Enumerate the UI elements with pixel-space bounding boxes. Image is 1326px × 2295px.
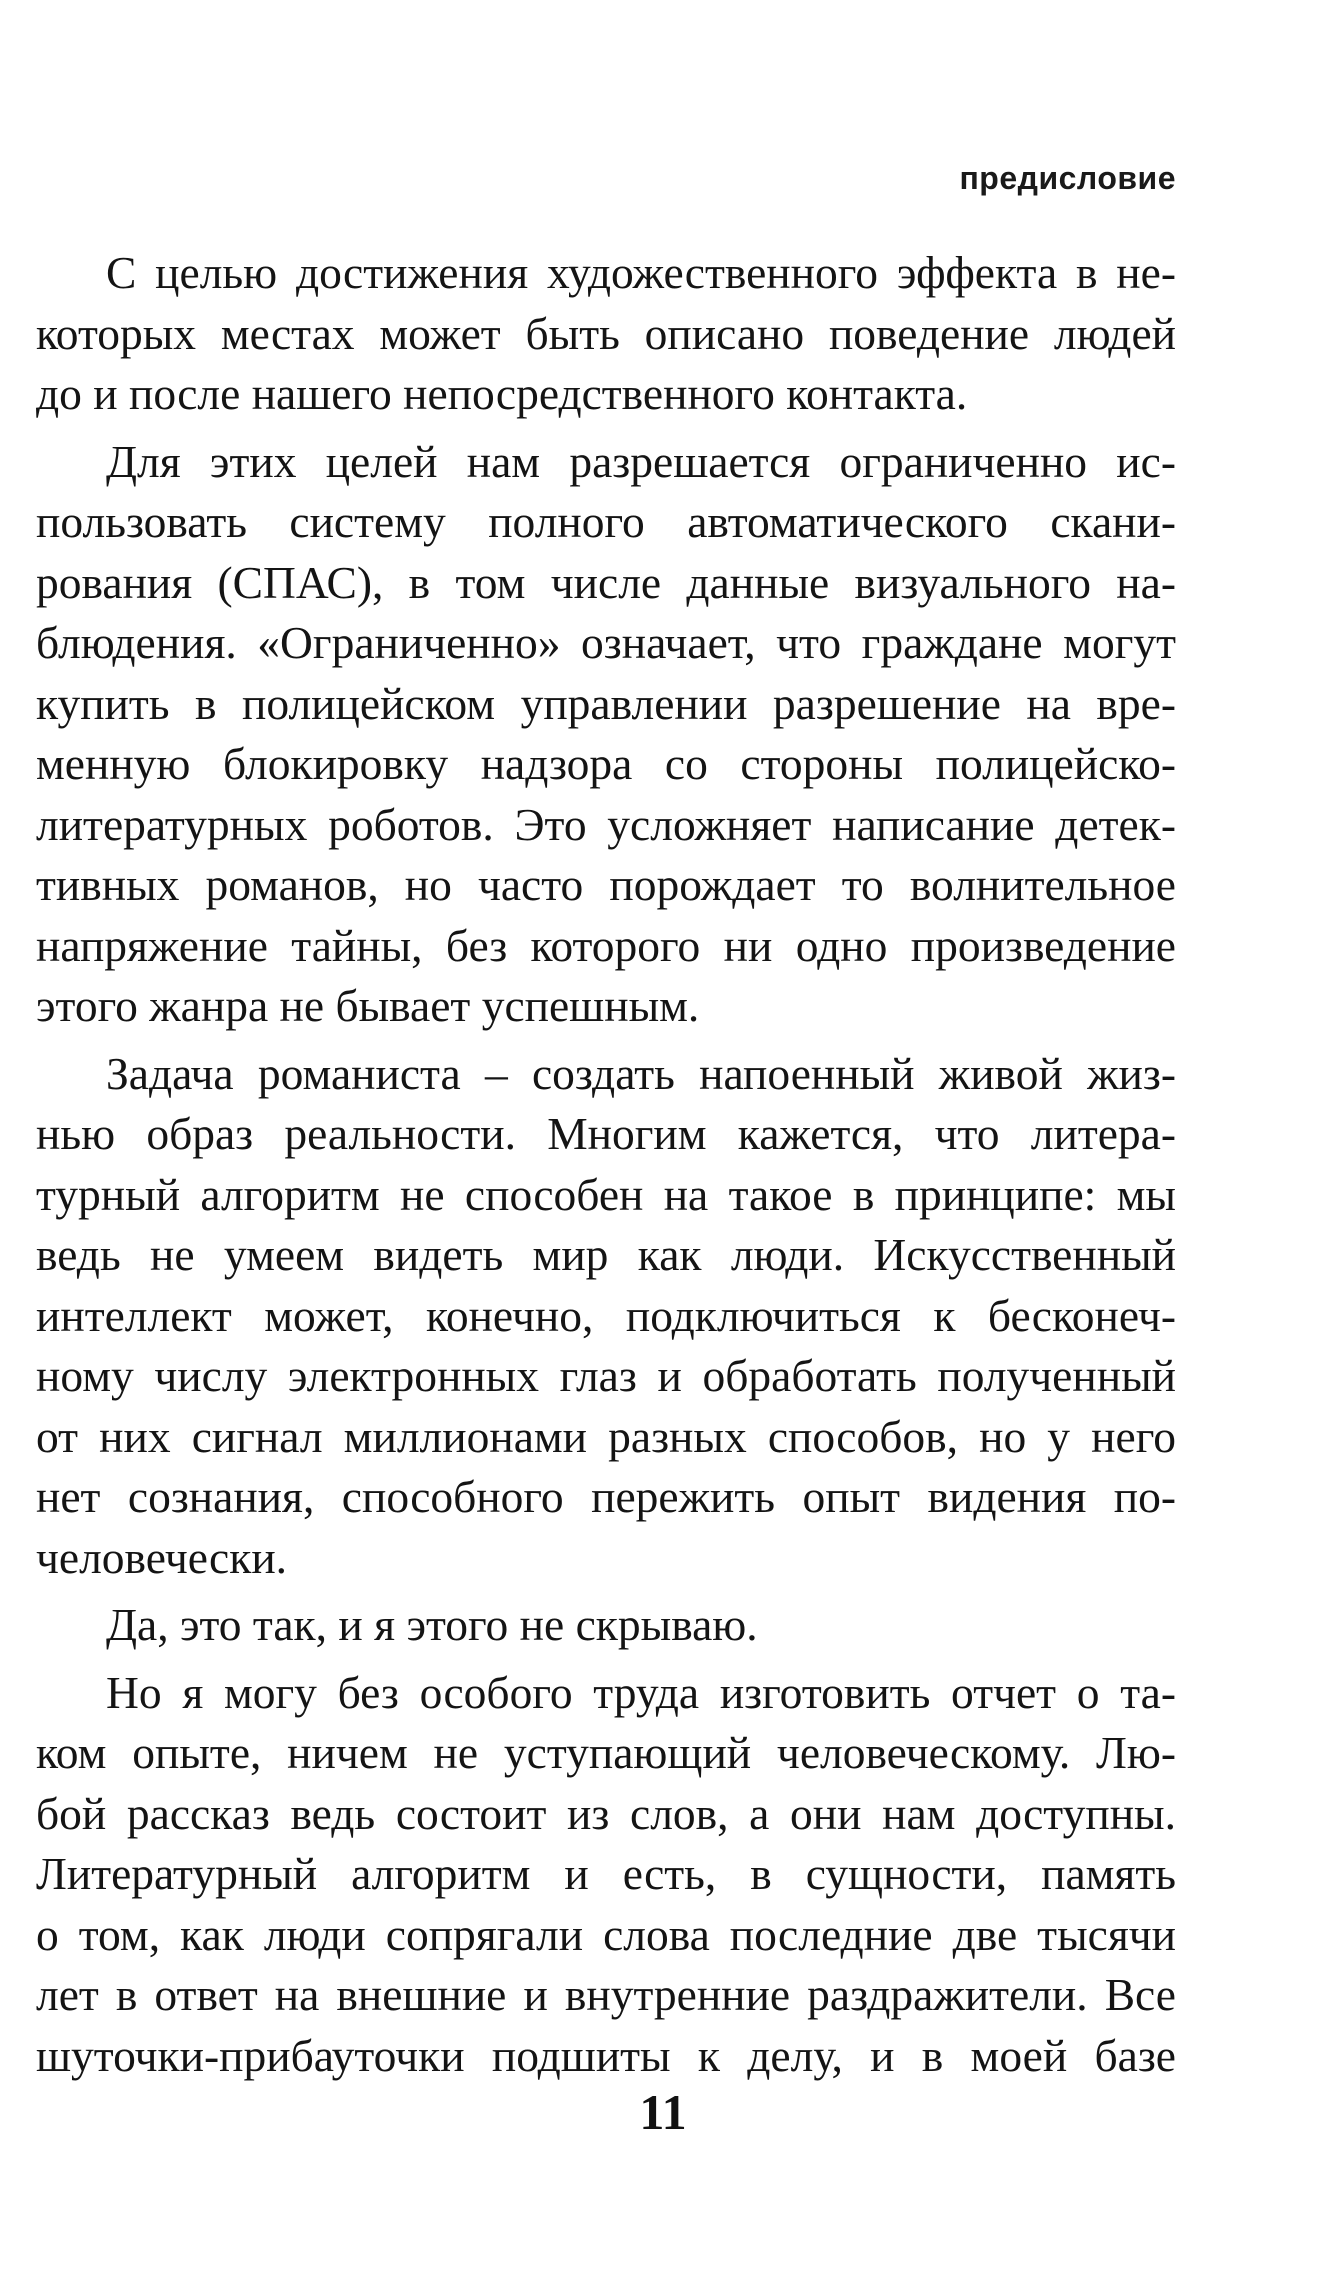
paragraph [36,1663,1176,2087]
text-line: до и после нашего непосредственного контакта. [36,368,968,419]
text-line: шуточки-прибауточки подшиты к делу, и в моей базе [36,2029,1176,2081]
text-line: турный алгоритм не способен на такое в принципе: мы [36,1168,1176,1220]
text-line: от них сигнал миллионами разных способов, но у него [36,1410,1176,1462]
text-line: которых местах может быть описано поведение людей [36,307,1176,359]
paragraph [36,1595,1176,1656]
running-head: предисловие [959,160,1176,196]
text-line: тивных романов, но часто порождает то волнительное [36,859,1176,910]
text-line: Да, это так, и я этого не скрываю. [106,1599,758,1650]
text-line: лет в ответ на внешние и внутренние раздражители. Все [36,1969,1176,2020]
text-line: нью образ реальности. Многим кажется, что литера- [36,1108,1176,1159]
text-line: о том, как люди сопрягали слова последние две тысячи [36,1908,1176,1960]
text-line: ному числу электронных глаз и обработать полученный [36,1350,1176,1401]
text-line: ком опыте, ничем не уступающий человеческому. Лю- [36,1727,1176,1778]
paragraph [36,1044,1176,1589]
text-line: рования (СПАС), в том числе данные визуального на- [36,556,1176,608]
text-line: пользовать систему полного автоматического скани- [36,496,1176,547]
text-line: Но я могу без особого труда изготовить отчет о та- [106,1666,1176,1718]
text-line: бой рассказ ведь состоит из слов, а они нам доступны. [36,1787,1176,1839]
text-line: блюдения. «Ограниченно» означает, что граждане могут [36,617,1176,668]
text-line: человечески. [36,1531,288,1583]
text-line: Задача романиста – создать напоенный живой жиз- [106,1047,1176,1099]
text-line: ведь не умеем видеть мир как люди. Искусственный [36,1229,1176,1280]
paragraph [36,243,1176,425]
paragraph [36,432,1176,1037]
body-text [36,243,1176,2093]
text-line: С целью достижения художественного эффекта в не- [106,247,1176,298]
text-line: напряжение тайны, без которого ни одно произведение [36,919,1176,971]
text-line: нет сознания, способного пережить опыт видения по- [36,1471,1176,1522]
text-line: этого жанра не бывает успешным. [36,980,700,1031]
text-line: Для этих целей нам разрешается ограниченно ис- [106,435,1176,487]
text-line: купить в полицейском управлении разрешение на вре- [36,677,1176,729]
text-line: интеллект может, конечно, подключиться к бесконеч- [36,1289,1176,1341]
text-line: менную блокировку надзора со стороны полицейско- [36,738,1176,789]
text-line: Литературный алгоритм и есть, в сущности, память [36,1848,1176,1899]
page-number: 11 [639,2084,687,2140]
text-line: литературных роботов. Это усложняет написание детек- [36,798,1176,850]
